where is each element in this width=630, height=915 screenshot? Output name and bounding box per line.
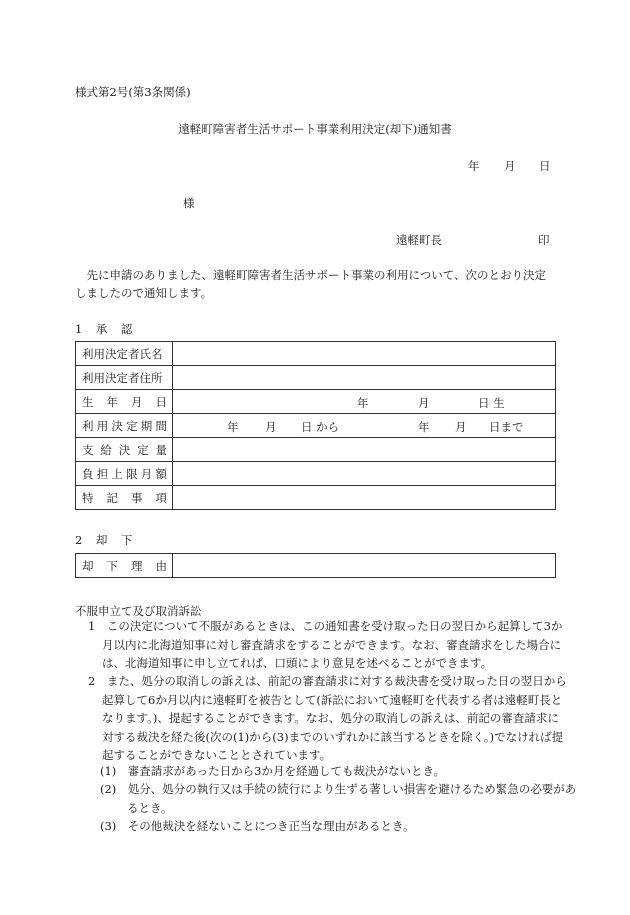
rejection-table bbox=[75, 553, 556, 578]
rejection-reason-value-cell[interactable] bbox=[173, 554, 556, 578]
birth-year-label: 年 bbox=[357, 396, 369, 410]
period-start-year-label: 年 bbox=[227, 420, 239, 434]
table-row bbox=[76, 438, 556, 462]
table-row bbox=[76, 390, 556, 414]
period-label: 利 用 決 定 期 間 bbox=[82, 418, 167, 433]
birthdate-value-cell[interactable] bbox=[173, 390, 556, 414]
appeal-item-3: (3) その他裁決を経ないことにつき正当な理由があるとき。 bbox=[100, 819, 415, 833]
rejection-heading: 2 却 下 bbox=[75, 533, 134, 547]
birthdate-label: 生 年 月 日 bbox=[82, 394, 167, 409]
intro-paragraph: 先に申請のありました、遠軽町障害者生活サポート事業の利用について、次のとおり決定しましたので通知します。 bbox=[75, 268, 547, 300]
amount-label-cell bbox=[76, 438, 173, 462]
date-month-label: 月 bbox=[504, 159, 516, 173]
birth-day-label: 日 生 bbox=[478, 396, 505, 410]
document-title: 遠軽町障害者生活サポート事業利用決定(却下)通知書 bbox=[178, 122, 452, 136]
rejection-reason-label-cell bbox=[76, 554, 173, 578]
table-row bbox=[76, 366, 556, 390]
appeal-title: 不服申立て及び取消訴訟 bbox=[75, 604, 202, 618]
limit-value-cell[interactable] bbox=[173, 462, 556, 486]
seal-mark: 印 bbox=[538, 233, 550, 247]
period-start-month-label: 月 bbox=[265, 420, 277, 434]
birthdate-label-cell bbox=[76, 390, 173, 414]
period-label-cell bbox=[76, 414, 173, 438]
address-label: 利用決定者住所 bbox=[76, 366, 173, 390]
period-end-month-label: 月 bbox=[455, 420, 467, 434]
name-label: 利用決定者氏名 bbox=[76, 342, 173, 366]
table-row bbox=[76, 342, 556, 366]
notes-label-cell bbox=[76, 486, 173, 510]
addressee-suffix: 様 bbox=[183, 196, 197, 210]
approval-table bbox=[75, 341, 556, 510]
table-row bbox=[76, 554, 556, 578]
appeal-paragraph-1: 1 この決定について不服があるときは、この通知書を受け取った日の翌日から起算して3か月以内に北海道知事に対し審査請求をすることができます。なお、審査請求をした場合には、北海道知事に申し立てれば、口頭により意見を述べることができます。 bbox=[88, 619, 563, 670]
date-year-label: 年 bbox=[468, 159, 480, 173]
table-row bbox=[76, 414, 556, 438]
limit-label: 負 担 上 限 月 額 bbox=[82, 466, 167, 481]
table-row bbox=[76, 462, 556, 486]
birth-month-label: 月 bbox=[418, 396, 430, 410]
appeal-item-1: (1) 審査請求があった日から3か月を経過しても裁決がないとき。 bbox=[100, 764, 446, 778]
approval-heading: 1 承 認 bbox=[75, 322, 134, 336]
name-value-cell[interactable] bbox=[173, 342, 556, 366]
sender-name: 遠軽町長 bbox=[396, 233, 442, 247]
amount-value-cell[interactable] bbox=[173, 438, 556, 462]
period-start-day-label: 日 から bbox=[301, 420, 340, 434]
period-end-day-label: 日まで bbox=[489, 420, 524, 434]
appeal-item-2: (2) 処分、処分の執行又は手続の続行により生ずる著しい損害を避けるため緊急の必要があるとき。 bbox=[100, 782, 577, 815]
limit-label-cell bbox=[76, 462, 173, 486]
table-row bbox=[76, 486, 556, 510]
amount-label: 支 給 決 定 量 bbox=[82, 442, 167, 457]
notes-label: 特 記 事 項 bbox=[82, 490, 167, 505]
address-value-cell[interactable] bbox=[173, 366, 556, 390]
notes-value-cell[interactable] bbox=[173, 486, 556, 510]
period-value-cell[interactable] bbox=[173, 414, 556, 438]
period-end-year-label: 年 bbox=[418, 420, 430, 434]
appeal-paragraph-2: 2 また、処分の取消しの訴えは、前記の審査請求に対する裁決書を受け取った日の翌日から起算して6か月以内に遠軽町を被告として(訴訟において遠軽町を代表する者は遠軽町長となります。)、提起することができます。なお、処分の取消しの訴えは、前記の審査請求に対する裁決を経た後(次の(1)から(3)までのいずれかに該当するときを除く。)でなければ提起することができないこととされています。 bbox=[88, 674, 567, 762]
form-number: 様式第2号(第3条関係) bbox=[75, 85, 191, 99]
rejection-reason-label: 却 下 理 由 bbox=[82, 558, 167, 573]
date-day-label: 日 bbox=[539, 159, 551, 173]
